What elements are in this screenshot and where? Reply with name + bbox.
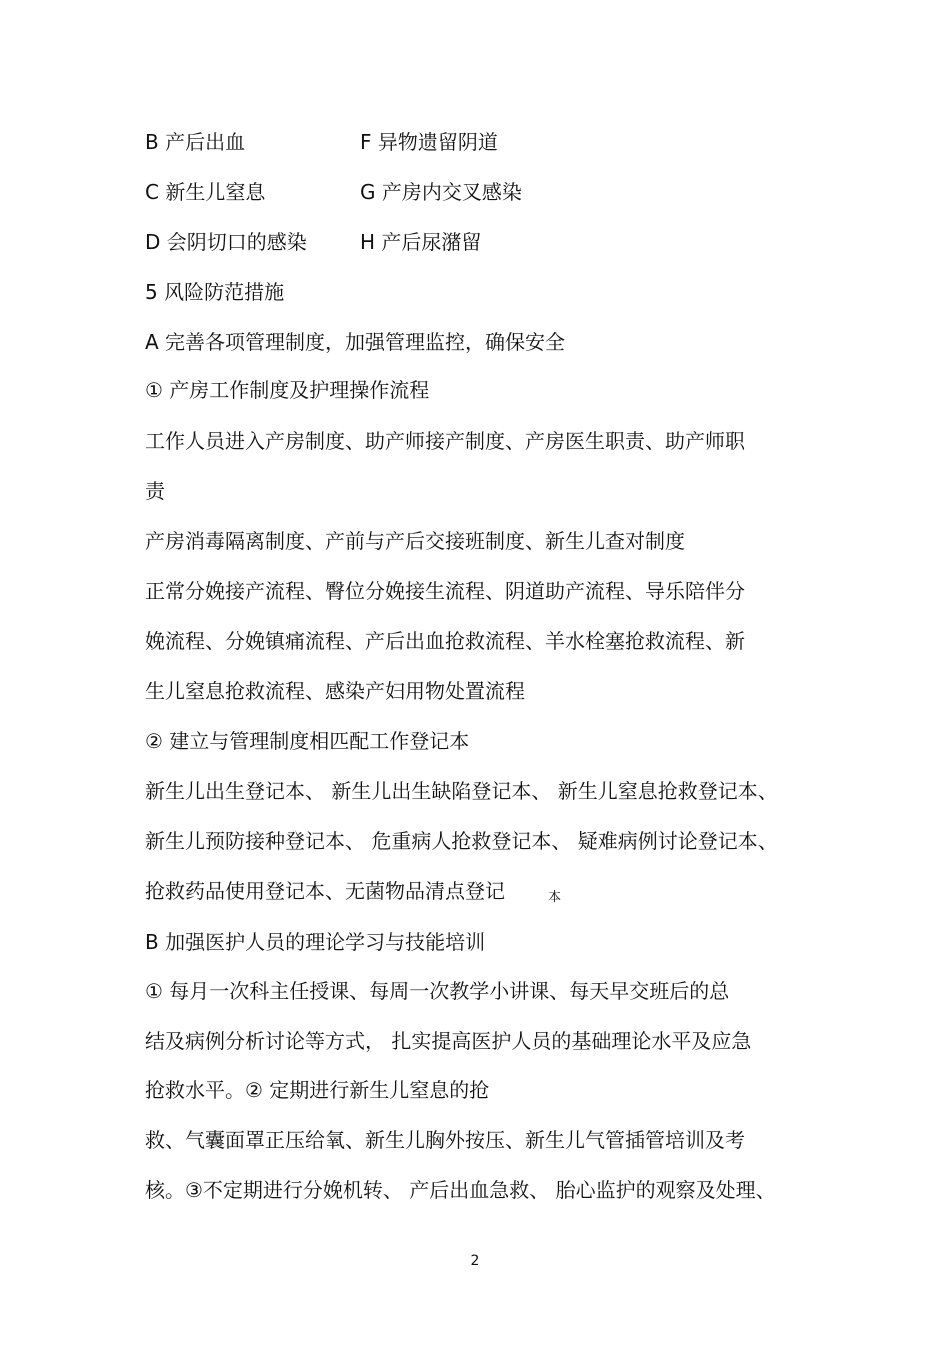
paragraph-line: 结及病例分析讨论等方式， 扎实提高医护人员的基础理论水平及应急	[145, 1029, 752, 1053]
paragraph-line: 救、气囊面罩正压给氧、新生儿胸外按压、新生儿气管插管培训及考	[145, 1128, 745, 1152]
paragraph-line: 新生儿预防接种登记本、 危重病人抢救登记本、 疑难病例讨论登记本、	[145, 829, 778, 853]
subsection-a2-heading: ② 建立与管理制度相匹配工作登记本	[145, 729, 470, 753]
risk-item-f: F 异物遗留阴道	[360, 130, 498, 154]
subsection-a-heading: A 完善各项管理制度，加强管理监控，确保安全	[145, 330, 566, 354]
paragraph-line: 生儿窒息抢救流程、感染产妇用物处置流程	[145, 679, 525, 703]
paragraph-line: 正常分娩接产流程、臀位分娩接生流程、阴道助产流程、导乐陪伴分	[145, 579, 745, 603]
paragraph-line: ① 每月一次科主任授课、每周一次教学小讲课、每天早交班后的总	[145, 979, 730, 1003]
subsection-b-heading: B 加强医护人员的理论学习与技能培训	[145, 930, 486, 954]
risk-item-h: H 产后尿潴留	[360, 230, 482, 254]
paragraph-line-tail: 本	[548, 890, 562, 905]
section-heading: 5 风险防范措施	[145, 280, 285, 304]
paragraph-line: 抢救药品使用登记本、无菌物品清点登记	[145, 879, 505, 903]
risk-item-b: B 产后出血	[145, 130, 246, 154]
paragraph-line: 抢救水平。② 定期进行新生儿窒息的抢	[145, 1078, 490, 1102]
paragraph-line: 工作人员进入产房制度、助产师接产制度、产房医生职责、助产师职	[145, 429, 745, 453]
page-number: 2	[470, 1253, 480, 1269]
risk-item-c: C 新生儿窒息	[145, 180, 266, 204]
risk-item-d: D 会阴切口的感染	[145, 230, 307, 254]
paragraph-line: 娩流程、分娩镇痛流程、产后出血抢救流程、羊水栓塞抢救流程、新	[145, 629, 745, 653]
paragraph-line: 核。③不定期进行分娩机转、 产后出血急救、 胎心监护的观察及处理、	[145, 1178, 776, 1202]
paragraph-line: 新生儿出生登记本、 新生儿出生缺陷登记本、 新生儿窒息抢救登记本、	[145, 779, 778, 803]
subsection-a1-heading: ① 产房工作制度及护理操作流程	[145, 378, 430, 402]
risk-item-g: G 产房内交叉感染	[360, 180, 522, 204]
paragraph-line: 责	[145, 479, 165, 503]
paragraph-line: 产房消毒隔离制度、产前与产后交接班制度、新生儿查对制度	[145, 529, 685, 553]
